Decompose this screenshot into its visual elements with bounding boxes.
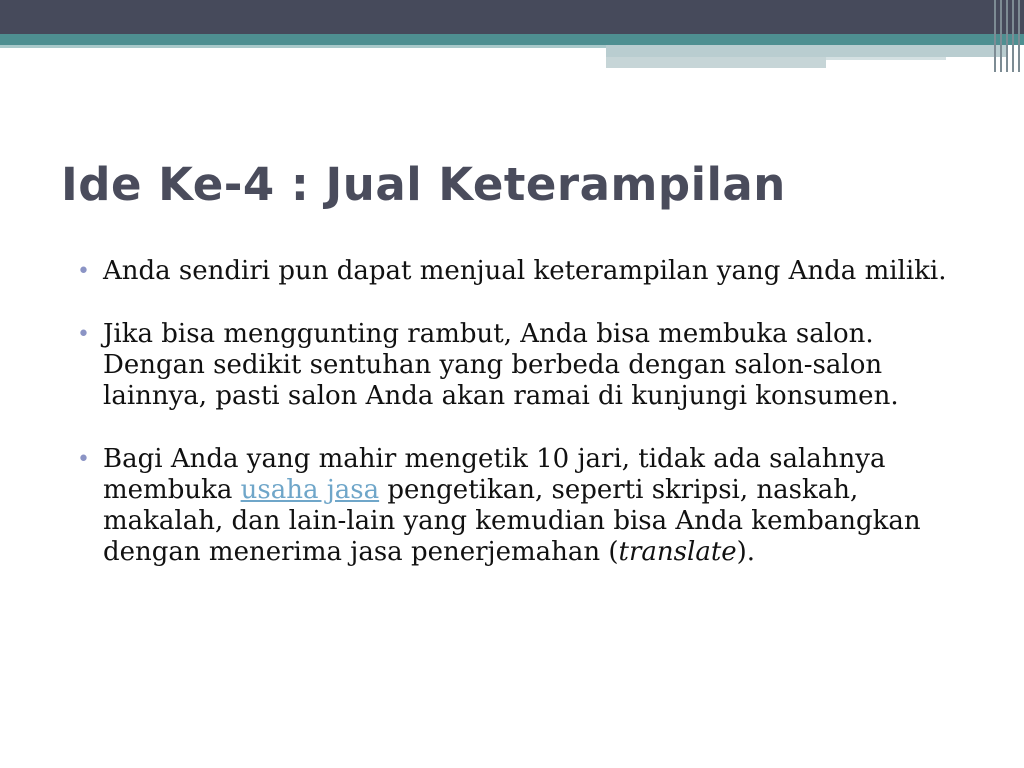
bullet-text-middle: pengetikan, seperti skripsi, naskah, makalah, dan lain-lain yang kemudian bisa Anda kembangkan dengan menerima jasa penerjemahan ( xyxy=(103,475,921,567)
header-band-line xyxy=(826,57,946,60)
bullet-dot-icon: • xyxy=(77,447,90,472)
slide-title: Ide Ke-4 : Jual Keterampilan xyxy=(61,158,786,211)
bullet-text: Jika bisa menggunting rambut, Anda bisa membuka salon. Dengan sedikit sentuhan yang berbeda dengan salon-salon lainnya, pasti salon Anda akan ramai di kunjungi konsumen. xyxy=(103,319,899,411)
bullet-text-end: ). xyxy=(736,537,756,567)
usaha-jasa-link[interactable]: usaha jasa xyxy=(240,475,380,505)
bullet-text-italic: translate xyxy=(618,537,737,567)
bullet-item xyxy=(76,444,956,568)
header-band-teal-light xyxy=(0,45,606,48)
bullet-text: Anda sendiri pun dapat menjual keterampilan yang Anda miliki. xyxy=(103,256,947,286)
header-band-dark xyxy=(0,0,1024,34)
header-band-teal xyxy=(0,34,1024,45)
bullet-list xyxy=(76,256,956,600)
header-band-grey xyxy=(606,45,1006,57)
bullet-item xyxy=(76,319,956,412)
bullet-item xyxy=(76,256,956,287)
bullet-text-start: Bagi Anda yang mahir mengetik 10 jari, tidak ada salahnya membuka xyxy=(103,444,886,505)
header-vertical-bars xyxy=(990,0,1024,72)
header-band-grey-lower xyxy=(606,57,826,68)
bullet-dot-icon: • xyxy=(77,322,90,347)
bullet-dot-icon: • xyxy=(77,259,90,284)
